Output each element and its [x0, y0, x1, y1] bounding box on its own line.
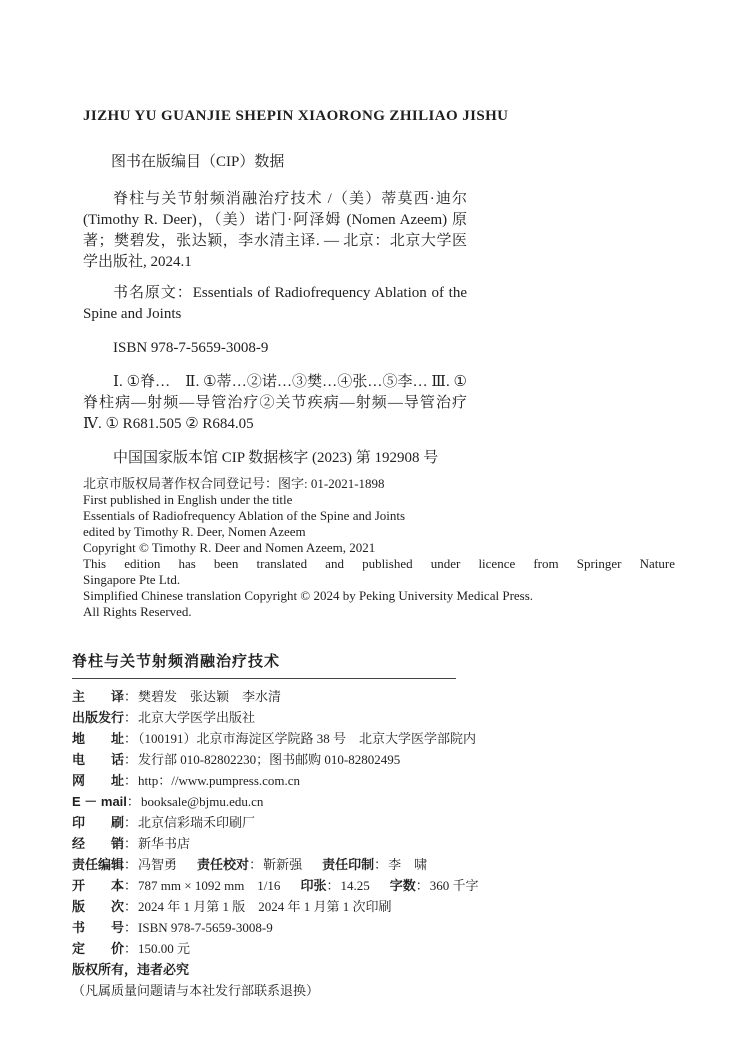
colophon-rows [72, 686, 697, 959]
colophon-entry [72, 941, 190, 956]
colophon-value: 14.25 [340, 878, 370, 893]
colophon-value: 樊碧发 张达颖 李水清 [138, 689, 282, 704]
colophon-label: 责任校对 [197, 857, 250, 872]
license-line: edited by Timothy R. Deer, Nomen Azeem [83, 524, 306, 539]
colon-separator: ： [124, 815, 138, 830]
colophon-label: 定 价 [72, 941, 125, 956]
license-line: 北京市版权局著作权合同登记号：图字: 01-2021-1898 [83, 476, 385, 491]
colophon-row [72, 749, 697, 770]
license-line: All Rights Reserved. [83, 604, 192, 619]
colophon-value: 2024 年 1 月第 1 版 2024 年 1 月第 1 次印刷 [138, 899, 392, 914]
colon-separator: ： [126, 794, 140, 809]
colon-separator: ： [374, 857, 388, 872]
colon-separator: ： [124, 941, 138, 956]
colophon-value: booksale@bjmu.edu.cn [140, 794, 264, 809]
colon-separator: ： [124, 773, 138, 788]
colophon-label: 主 译 [72, 689, 125, 704]
colophon-entry [197, 857, 302, 872]
quality-note: （凡属质量问题请与本社发行部联系退换） [72, 983, 320, 998]
colophon-value: 北京大学医学出版社 [138, 710, 256, 725]
colophon-value: （100191）北京市海淀区学院路 38 号 北京大学医学部院内 [138, 731, 477, 746]
colon-separator: ： [124, 920, 138, 935]
colophon-row [72, 686, 697, 707]
colophon-row [72, 812, 697, 833]
colophon-label: 印 刷 [72, 815, 125, 830]
cip-classification: Ⅰ. ①脊… Ⅱ. ①蒂…②诺…③樊…④张…⑤李… Ⅲ. ①脊柱病—射频—导管治疗②关节疾病—射频—导管治疗 Ⅳ. ① R681.505 ② R684.05 [83, 374, 483, 432]
colophon-label: 网 址 [72, 773, 125, 788]
colon-separator: ： [124, 731, 138, 746]
colophon-value: 靳新强 [263, 857, 303, 872]
colophon-label: 开 本 [72, 878, 125, 893]
colophon-entry [72, 752, 400, 767]
colophon-row [72, 833, 697, 854]
colophon-label: 印张 [300, 878, 327, 893]
colon-separator: ： [415, 878, 429, 893]
cip-section [83, 152, 483, 469]
colophon-label: 地 址 [72, 731, 125, 746]
colon-separator: ： [124, 899, 138, 914]
colon-separator: ： [124, 689, 138, 704]
colophon-label: 经 销 [72, 836, 125, 851]
colophon-value: ISBN 978-7-5659-3008-9 [138, 920, 273, 935]
colophon-row [72, 770, 697, 791]
colophon-entry [72, 836, 190, 851]
pinyin-title: JIZHU YU GUANJIE SHEPIN XIAORONG ZHILIAO JISHU [83, 108, 509, 124]
colophon-entry [72, 857, 177, 872]
colophon-entry [72, 899, 392, 914]
colophon-label: 出版发行 [72, 710, 125, 725]
colophon-row [72, 791, 697, 812]
colon-separator: ： [124, 857, 138, 872]
colophon-entry [322, 857, 427, 872]
colophon-section [72, 650, 697, 1001]
colon-separator: ： [249, 857, 263, 872]
colophon-row [72, 728, 697, 749]
colophon-label: 字数 [389, 878, 416, 893]
colophon-row [72, 707, 697, 728]
colophon-value: 北京信彩瑞禾印刷厂 [138, 815, 256, 830]
colophon-entry [300, 878, 369, 893]
colophon-label: 版 次 [72, 899, 125, 914]
colophon-row [72, 854, 697, 875]
cip-header: 图书在版编目（CIP）数据 [111, 154, 285, 170]
colophon-entry [390, 878, 479, 893]
book-title: 脊柱与关节射频消融治疗技术 [72, 650, 456, 679]
colophon-row [72, 896, 697, 917]
colon-separator: ： [124, 878, 138, 893]
colophon-value: 冯智勇 [138, 857, 178, 872]
colophon-label: 电 话 [72, 752, 125, 767]
license-section [83, 476, 675, 620]
license-line: Singapore Pte Ltd. [83, 572, 181, 587]
colophon-row [72, 917, 697, 938]
cip-registration-number: 中国国家版本馆 CIP 数据核字 (2023) 第 192908 号 [113, 450, 439, 466]
colophon-row [72, 875, 697, 896]
colophon-label: 责任编辑 [72, 857, 125, 872]
colon-separator: ： [124, 752, 138, 767]
colophon-value: 787 mm × 1092 mm 1/16 [138, 878, 281, 893]
colophon-label: 责任印制 [322, 857, 375, 872]
colophon-entry [72, 731, 476, 746]
colophon-entry [72, 878, 280, 893]
colon-separator: ： [124, 710, 138, 725]
colophon-value: 150.00 元 [138, 941, 191, 956]
colophon-entry [72, 689, 281, 704]
cip-record: 脊柱与关节射频消融治疗技术 /（美）蒂莫西·迪尔 (Timothy R. Deer)，（美）诺门·阿泽姆 (Nomen Azeem) 原著；樊碧发，张达颖，李水清主译. — 北京：北京大学医学出版社, 2024.1 [83, 191, 467, 270]
colon-separator: ： [326, 878, 340, 893]
colophon-row [72, 938, 697, 959]
colophon-value: 发行部 010-82802230；图书邮购 010-82802495 [138, 752, 401, 767]
license-line: This edition has been translated and published under licence from Springer Nature [83, 556, 675, 571]
license-line: Essentials of Radiofrequency Ablation of the Spine and Joints [83, 508, 406, 523]
copyright-notice: 版权所有，违者必究 [72, 962, 190, 977]
colon-separator: ： [124, 836, 138, 851]
license-line: First published in English under the title [83, 492, 293, 507]
colophon-entry [72, 773, 300, 788]
colophon-value: 360 千字 [429, 878, 479, 893]
colophon-entry [72, 920, 273, 935]
colophon-entry [72, 710, 255, 725]
cip-original-title: 书名原文：Essentials of Radiofrequency Ablation of the Spine and Joints [83, 285, 467, 322]
colophon-label: E － mail [72, 794, 127, 809]
colophon-entry [72, 815, 255, 830]
colophon-value: 新华书店 [138, 836, 191, 851]
colophon-label: 书 号 [72, 920, 125, 935]
colophon-value: http：//www.pumpress.com.cn [138, 773, 301, 788]
colophon-entry [72, 794, 263, 809]
colophon-value: 李 啸 [388, 857, 428, 872]
cip-isbn: ISBN 978-7-5659-3008-9 [113, 340, 269, 356]
license-line: Copyright © Timothy R. Deer and Nomen Azeem, 2021 [83, 540, 376, 555]
license-line: Simplified Chinese translation Copyright © 2024 by Peking University Medical Press. [83, 588, 534, 603]
